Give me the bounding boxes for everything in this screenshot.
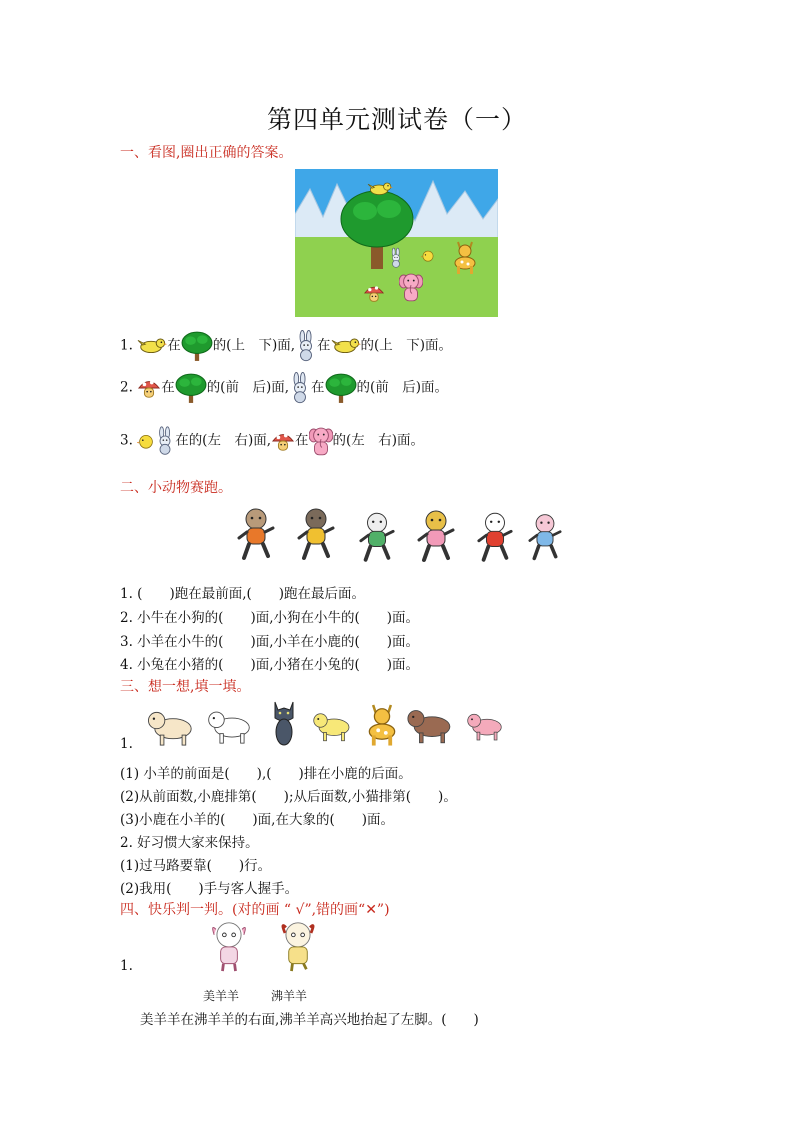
- elephant-icon: [407, 704, 457, 744]
- q4-statement: 美羊羊在沸羊羊的右面,沸羊羊高兴地抬起了左脚。( ): [140, 1012, 479, 1028]
- q2-line-1: 1. ( )跑在最前面,( )跑在最后面。: [120, 586, 366, 602]
- q1-line-1: [120, 330, 452, 362]
- q1-l3-text-b: 的(左 右)面,: [188, 432, 272, 449]
- q1-line-3: [120, 425, 424, 457]
- q2-line-4: 4. 小兔在小猪的( )面,小猪在小兔的( )面。: [120, 657, 420, 673]
- dog-runner: [236, 506, 276, 562]
- pig-runner: [526, 512, 564, 562]
- cow-runner: [296, 506, 336, 562]
- rabbit-icon: [155, 426, 175, 456]
- section-1-heading: 一、看图,圈出正确的答案。: [120, 145, 293, 161]
- page-title: 第四单元测试卷（一）: [266, 105, 527, 134]
- cow-icon: [145, 706, 201, 746]
- chick-icon: [137, 433, 155, 449]
- section-3-heading: 三、想一想,填一填。: [120, 679, 251, 695]
- pig-icon: [467, 708, 507, 742]
- q3-line-1: (1) 小羊的前面是( ),( )排在小鹿的后面。: [120, 766, 412, 782]
- q3-line-3: (3)小鹿在小羊的( )面,在大象的( )面。: [120, 812, 394, 828]
- cat-icon: [269, 698, 299, 748]
- q1-l1-number: 1.: [120, 337, 133, 354]
- dog-icon: [207, 706, 257, 744]
- animals-row: [145, 696, 515, 752]
- tree-icon: [175, 373, 207, 403]
- q2-line-2: 2. 小牛在小狗的( )面,小狗在小牛的( )面。: [120, 610, 420, 626]
- meiyangyang-icon: [205, 920, 253, 972]
- mushroom-icon: [137, 377, 161, 399]
- q1-l1-text-b: 的(上 下)面,: [212, 337, 296, 354]
- feiyangyang-icon: [274, 920, 322, 972]
- sheep-icon: [313, 706, 355, 744]
- q3-line-5: (1)过马路要靠( )行。: [120, 858, 272, 874]
- q1-l1-text-d: 的(上 下)面。: [360, 337, 453, 354]
- runners-row: [236, 506, 566, 566]
- q1-l2-text-c: 在: [311, 379, 325, 396]
- rabbit-icon: [295, 330, 317, 362]
- q1-l3-text-c: 在: [295, 432, 309, 449]
- q1-l1-text-c: 在: [317, 337, 331, 354]
- q1-l3-number: 3.: [120, 432, 133, 449]
- tree-icon: [181, 331, 213, 361]
- mushroom-icon: [271, 430, 295, 452]
- section-2-heading: 二、小动物赛跑。: [120, 480, 232, 496]
- q3-line-6: (2)我用( )手与客人握手。: [120, 881, 299, 897]
- section-4-heading: 四、快乐判一判。(对的画 “ √”,错的画“✕”): [120, 902, 390, 918]
- goat-runner: [358, 510, 396, 564]
- bird-icon: [331, 336, 361, 356]
- q1-l2-text-d: 的(前 后)面。: [356, 379, 449, 396]
- q3-line-2: (2)从前面数,小鹿排第( );从后面数,小猫排第( )。: [120, 789, 457, 805]
- q3-line-4: 2. 好习惯大家来保持。: [120, 835, 259, 851]
- feiyangyang-caption: 沸羊羊: [271, 989, 308, 1003]
- deer-runner: [416, 508, 456, 564]
- tree-icon: [325, 373, 357, 403]
- q1-l2-number: 2.: [120, 379, 133, 396]
- scene-picture: [295, 169, 498, 317]
- q4-number: 1.: [120, 958, 133, 974]
- bird-icon: [137, 336, 167, 356]
- q1-l3-text-a: 在: [175, 432, 189, 449]
- rabbit-icon: [289, 372, 311, 404]
- q1-l3-text-d: 的(左 右)面。: [332, 432, 425, 449]
- meiyangyang-caption: 美羊羊: [203, 989, 240, 1003]
- q1-l2-text-a: 在: [161, 379, 175, 396]
- q2-line-3: 3. 小羊在小牛的( )面,小羊在小鹿的( )面。: [120, 634, 420, 650]
- q3-number: 1.: [120, 736, 133, 752]
- q1-l1-text-a: 在: [167, 337, 181, 354]
- elephant-icon: [309, 425, 333, 457]
- rabbit-runner: [476, 510, 514, 564]
- q1-line-2: [120, 372, 448, 404]
- deer-icon: [363, 700, 401, 748]
- q1-l2-text-b: 的(前 后)面,: [206, 379, 290, 396]
